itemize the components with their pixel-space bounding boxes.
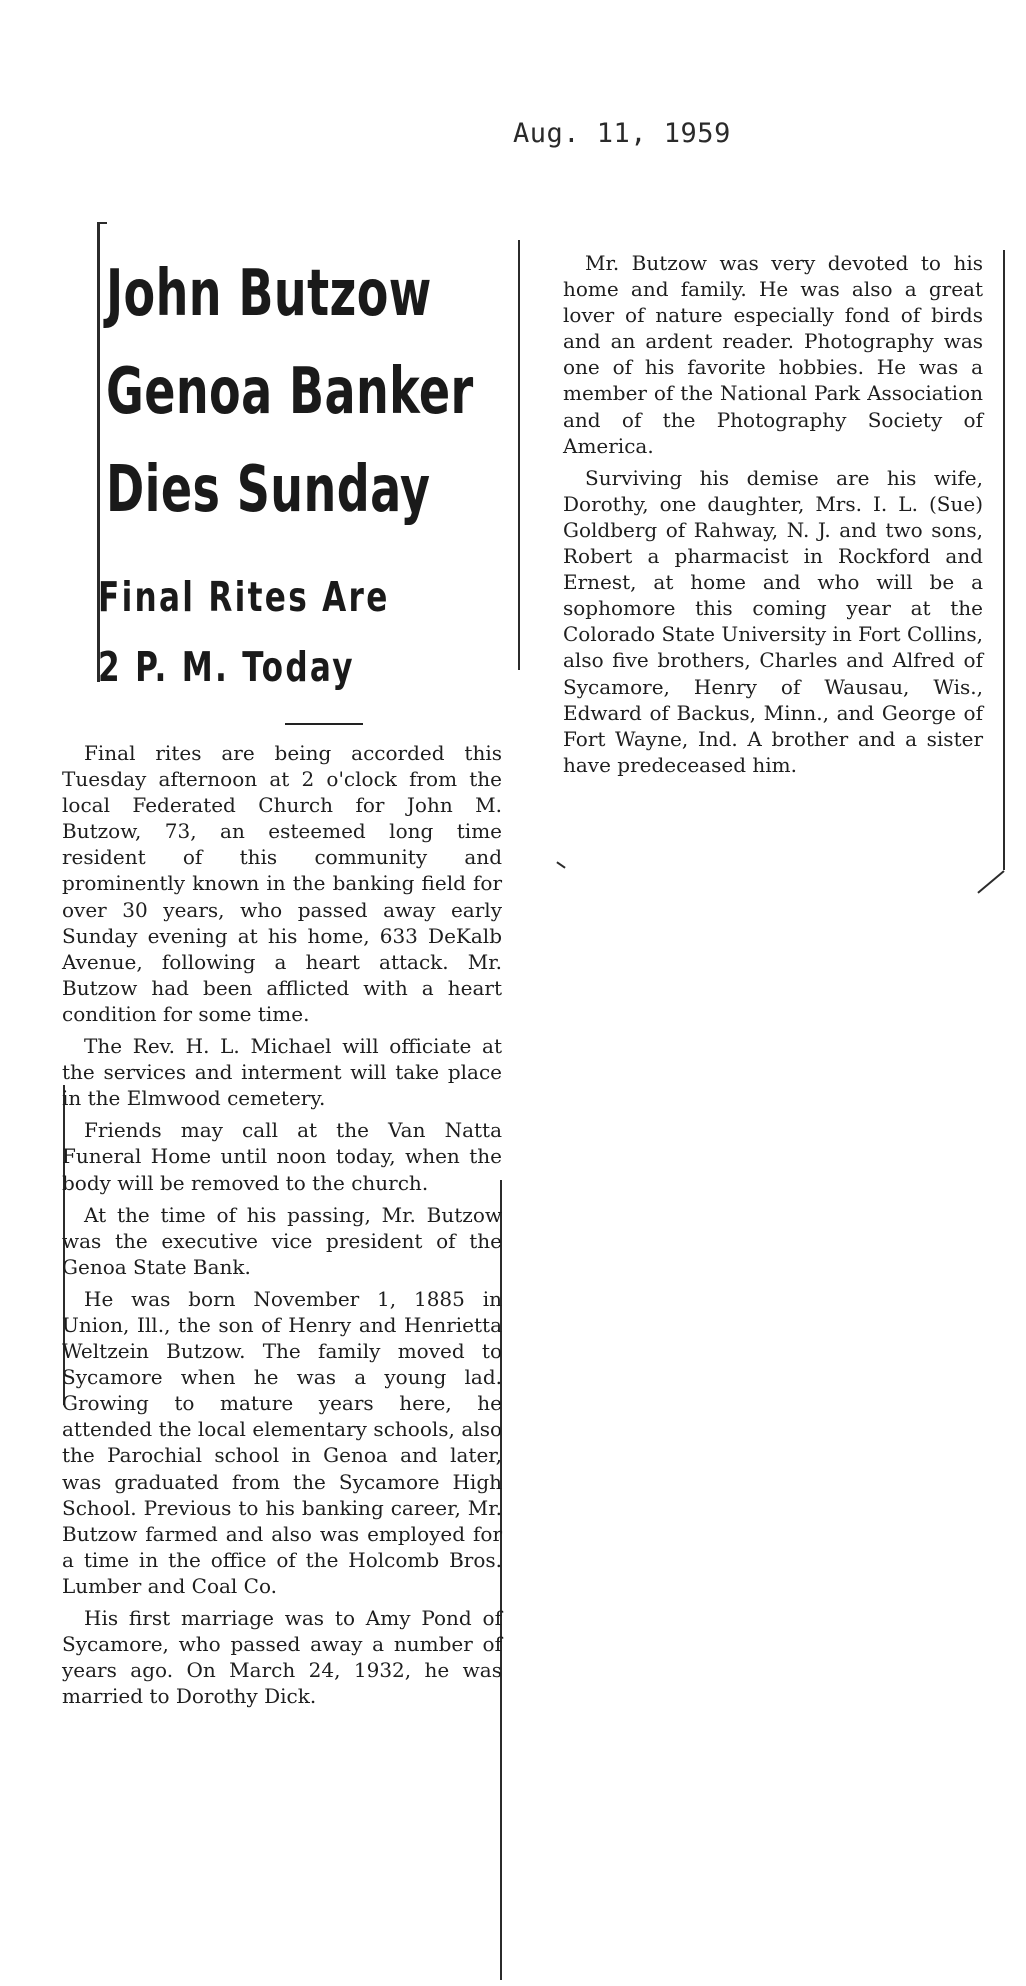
clipping-date: Aug. 11, 1959 bbox=[513, 118, 731, 149]
article-paragraph: Final rites are being accorded this Tuesday afternoon at 2 o'clock from the local Federated Church for John M. Butzow, 73, an esteemed long time resident of this community and prominently known in the banking field for over 30 years, who passed away early Sunday evening at his home, 633 DeKalb Avenue, following a heart attack. Mr. Butzow had been afflicted with a heart condition for some time. bbox=[62, 741, 502, 1026]
subheadline-line-1: Final Rites Are bbox=[98, 573, 390, 621]
subheadline-line-2: 2 P. M. Today bbox=[98, 643, 355, 691]
article-column-left bbox=[62, 740, 502, 1715]
article-paragraph: Friends may call at the Van Natta Funeral Home until noon today, when the body will be removed to the church. bbox=[62, 1118, 502, 1195]
article-paragraph: Mr. Butzow was very devoted to his home and family. He was also a great lover of nature especially fond of birds and an ardent reader. Photography was one of his favorite hobbies. He was a member of the National Park Association and of the Photography Society of America. bbox=[563, 251, 983, 458]
headline-line-1: John Butzow bbox=[106, 257, 432, 331]
article-paragraph: He was born November 1, 1885 in Union, Ill., the son of Henry and Henrietta Weltzein Butzow. The family moved to Sycamore when he was a young lad. Growing to mature years here, he attended the local elementary schools, also the Parochial school in Genoa and later, was graduated from the Sycamore High School. Previous to his banking career, Mr. Butzow farmed and also was employed for a time in the office of the Holcomb Bros. Lumber and Coal Co. bbox=[62, 1286, 502, 1598]
headline-divider bbox=[285, 723, 363, 725]
clip-border-right-corner bbox=[977, 870, 1004, 893]
article-column-right bbox=[563, 250, 983, 784]
headline bbox=[106, 245, 526, 539]
headline-line-3: Dies Sunday bbox=[106, 453, 431, 527]
clip-border-top-tick bbox=[97, 222, 107, 224]
article-paragraph: The Rev. H. L. Michael will officiate at the services and interment will take place in the Elmwood cemetery. bbox=[62, 1034, 502, 1111]
subheadline bbox=[98, 562, 518, 702]
headline-line-2: Genoa Banker bbox=[106, 355, 474, 429]
clip-border-right bbox=[1003, 250, 1005, 870]
clip-border-left-corner bbox=[556, 861, 565, 868]
article-paragraph: Surviving his demise are his wife, Dorothy, one daughter, Mrs. I. L. (Sue) Goldberg of Rahway, N. J. and two sons, Robert a pharmacist in Rockford and Ernest, at home and who will be a sophomore this coming year at the Colorado State University in Fort Collins, also five brothers, Charles and Alfred of Sycamore, Henry of Wausau, Wis., Edward of Backus, Minn., and George of Fort Wayne, Ind. A brother and a sister have predeceased him. bbox=[563, 465, 983, 777]
article-paragraph: His first marriage was to Amy Pond of Sycamore, who passed away a number of years ago. On March 24, 1932, he was married to Dorothy Dick. bbox=[62, 1606, 502, 1709]
article-paragraph: At the time of his passing, Mr. Butzow was the executive vice president of the Genoa State Bank. bbox=[62, 1202, 502, 1279]
